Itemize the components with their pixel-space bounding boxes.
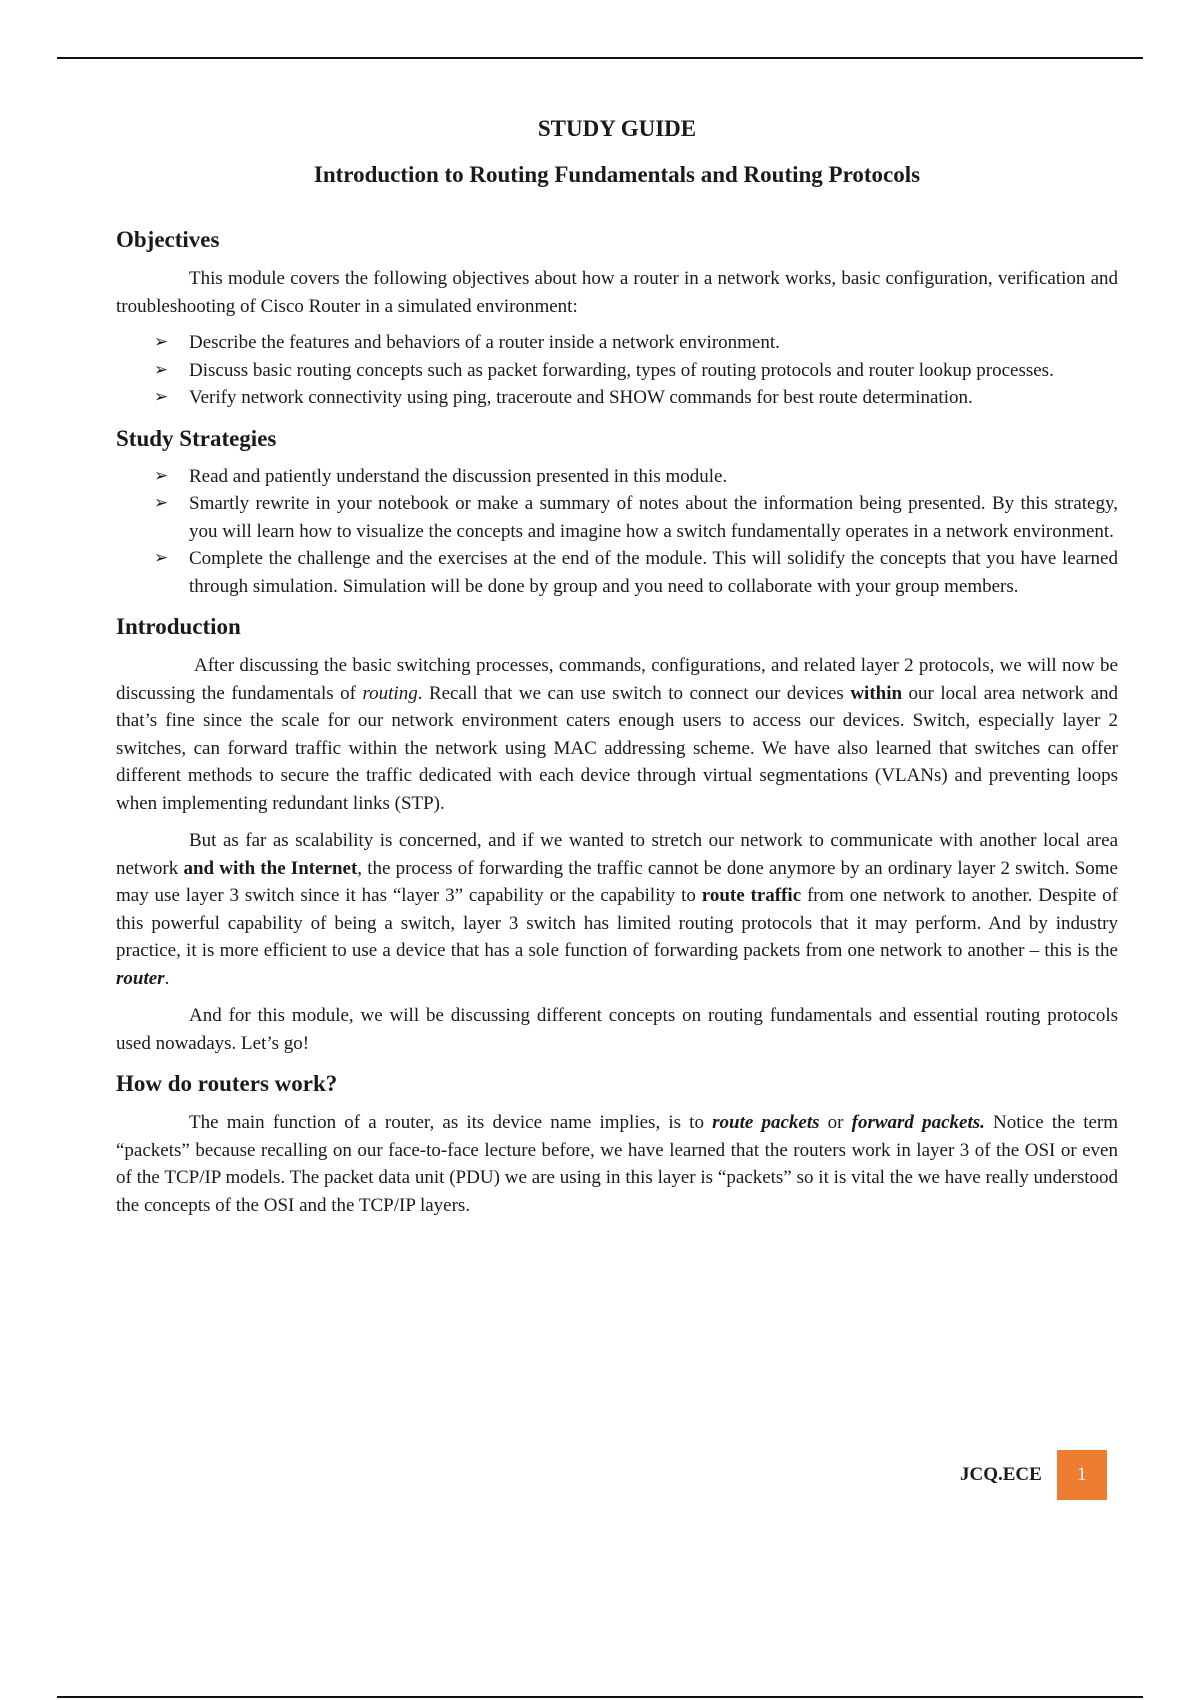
section-heading-how-routers-work: How do routers work? — [116, 1071, 338, 1096]
top-rule — [57, 57, 1143, 59]
document-title: STUDY GUIDE — [537, 116, 697, 141]
section-heading-study-strategies: Study Strategies — [116, 425, 277, 451]
bottom-rule — [57, 1696, 1143, 1698]
introduction-paragraph-3: And for this module, we will be discussing different concepts on routing fundamentals and essential routing protocols used nowadays. Let’s go! — [116, 1005, 1118, 1054]
arrowhead-bullet-icon: ➢ — [154, 493, 169, 513]
routers-paragraph-1: The main function of a router, as its device name implies, is to route packets or forward packets. Notice the term “packets” because recalling on our face-to-face lecture before, we have learned that the routers work in layer 3 of the OSI or even of the TCP/IP models. The packet data unit (PDU) we are using in this layer is “packets” so it is vital the we have really understood the concepts of the OSI and the TCP/IP layers. — [116, 1112, 1119, 1216]
page-number-badge: 1 — [1057, 1450, 1107, 1500]
list-item: ➢ Verify network connectivity using ping, traceroute and SHOW commands for best route determination. — [116, 384, 1118, 412]
arrowhead-bullet-icon: ➢ — [154, 548, 169, 568]
document-page — [116, 112, 1118, 1219]
objectives-intro: This module covers the following objectives about how a router in a network works, basic configuration, verification and troubleshooting of Cisco Router in a simulated environment: — [116, 268, 1118, 317]
arrowhead-bullet-icon: ➢ — [154, 387, 169, 407]
section-heading-introduction: Introduction — [116, 614, 241, 639]
footer-author: JCQ.ECE — [960, 1464, 1042, 1485]
list-item: ➢ Describe the features and behaviors of a router inside a network environment. — [116, 329, 1118, 357]
introduction-paragraph-2: But as far as scalability is concerned, and if we wanted to stretch our network to communicate with another local area network and with the Internet, the process of forwarding the traffic cannot be done anymore by an ordinary layer 2 switch. Some may use layer 3 switch since it has “layer 3” capability or the capability to route traffic from one network to another. Despite of this powerful capability of being a switch, layer 3 switch has limited routing protocols that it may perform. And by industry practice, it is more efficient to use a device that has a sole function of forwarding packets from one network to another – this is the router. — [116, 830, 1118, 989]
objectives-list — [116, 329, 1118, 412]
page-footer — [960, 1450, 1107, 1500]
document-subtitle: Introduction to Routing Fundamentals and Routing Protocols — [313, 162, 921, 187]
list-item: ➢ Complete the challenge and the exercises at the end of the module. This will solidify the concepts that you have learned through simulation. Simulation will be done by group and you need to collaborate with your group members. — [116, 545, 1118, 600]
section-heading-objectives: Objectives — [116, 227, 220, 252]
arrowhead-bullet-icon: ➢ — [154, 332, 169, 352]
list-item: ➢ Discuss basic routing concepts such as packet forwarding, types of routing protocols and router lookup processes. — [116, 357, 1118, 385]
list-item: ➢ Read and patiently understand the discussion presented in this module. — [116, 463, 1118, 491]
list-item: ➢ Smartly rewrite in your notebook or make a summary of notes about the information being presented. By this strategy, you will learn how to visualize the concepts and imagine how a switch fundamentally operates in a network environment. — [116, 490, 1118, 545]
introduction-paragraph-1: After discussing the basic switching processes, commands, configurations, and related layer 2 protocols, we will now be discussing the fundamentals of routing. Recall that we can use switch to connect our devices within our local area network and that’s fine since the scale for our network environment caters enough users to access our devices. Switch, especially layer 2 switches, can forward traffic within the network using MAC addressing scheme. We have also learned that switches can offer different methods to secure the traffic dedicated with each device through virtual segmentations (VLANs) and preventing loops when implementing redundant links (STP). — [116, 655, 1118, 814]
arrowhead-bullet-icon: ➢ — [154, 359, 169, 380]
strategies-list — [116, 463, 1118, 601]
arrowhead-bullet-icon: ➢ — [154, 465, 169, 486]
